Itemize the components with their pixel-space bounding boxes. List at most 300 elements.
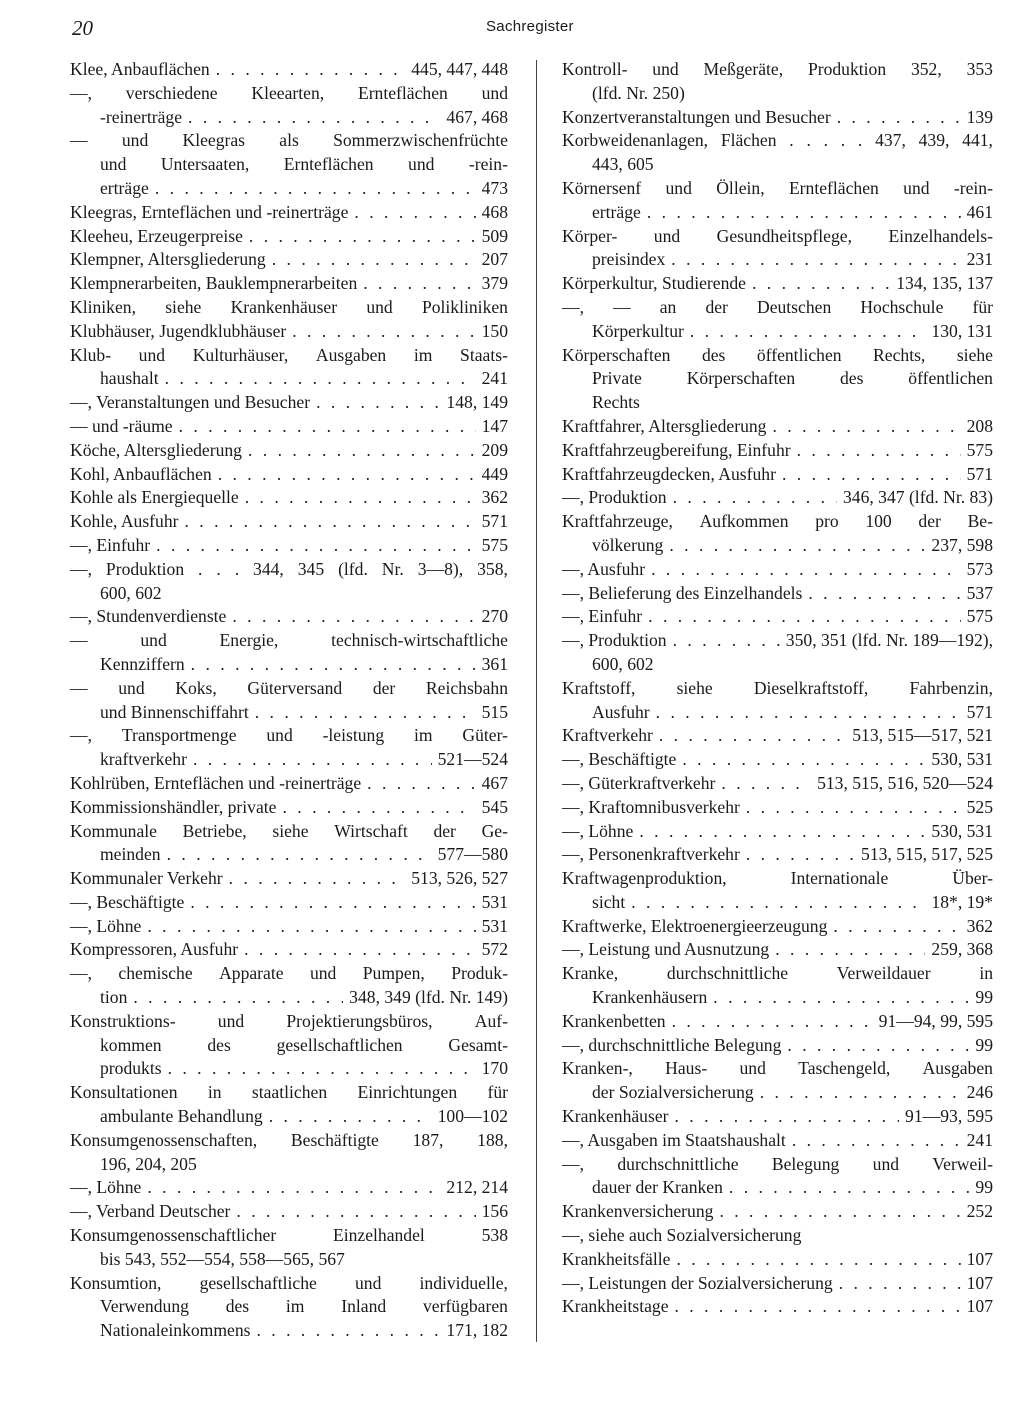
entry-term: Krankheitsfälle <box>562 1248 671 1269</box>
entry-word: -leistung <box>322 725 385 746</box>
index-entry-line <box>562 1010 993 1034</box>
entry-pages: 91—94, 99, 595 <box>878 1010 993 1031</box>
index-entry-line <box>70 1319 508 1343</box>
entry-word: durchschnittliche <box>617 1153 739 1174</box>
index-entry-line <box>562 1200 993 1224</box>
entry-pages: 509 <box>481 225 508 246</box>
entry-pages: 449 <box>481 463 508 484</box>
dot-leader <box>675 1295 961 1319</box>
index-entry-line <box>562 891 993 915</box>
entry-word: Ernteflächen <box>283 154 374 175</box>
entry-word: verfügbaren <box>422 1296 508 1317</box>
entry-word: technisch-wirtschaftliche <box>331 630 508 651</box>
entry-pages: 575 <box>966 439 993 460</box>
entry-word: Be- <box>967 511 993 532</box>
entry-word: siehe <box>676 677 713 698</box>
dot-leader <box>752 272 890 296</box>
index-entry-line <box>70 463 508 487</box>
index-entry-line <box>562 677 993 701</box>
entry-word: der <box>433 820 456 841</box>
entry-pages: 530, 531 <box>931 820 993 841</box>
entry-word: 344, <box>253 558 284 579</box>
entry-pages: 571 <box>966 701 993 722</box>
entry-pages: 513, 526, 527 <box>411 868 508 889</box>
index-entry-line <box>70 653 508 677</box>
dot-leader <box>229 867 406 891</box>
entry-pages: 99 <box>975 1034 993 1055</box>
entry-word: Verwendung <box>100 1296 189 1317</box>
entry-word: Aufkommen <box>699 511 789 532</box>
entry-word: Untersaaten, <box>160 154 250 175</box>
entry-pages: 467, 468 <box>446 106 508 127</box>
entry-text: 443, 605 <box>592 154 654 175</box>
entry-pages: 346, 347 (lfd. Nr. 83) <box>842 487 993 508</box>
entry-word: —, <box>70 725 92 746</box>
index-entry-line <box>562 653 993 677</box>
entry-pages: 467 <box>481 772 508 793</box>
entry-word: Kommunale <box>70 820 157 841</box>
index-entry-line <box>70 677 508 701</box>
entry-term: Kleegras, Ernteflächen und -reinerträge <box>70 201 349 222</box>
dot-leader <box>808 582 960 606</box>
entry-pages: 212, 214 <box>446 1177 508 1198</box>
index-entry-line <box>70 796 508 820</box>
dot-leader <box>648 605 960 629</box>
entry-term: Kennziffern <box>100 653 185 674</box>
entry-pages: 379 <box>481 273 508 294</box>
entry-term: der Sozialversicherung <box>592 1082 754 1103</box>
entry-term: Klempnerarbeiten, Bauklempnerarbeiten <box>70 273 358 294</box>
index-entry-line <box>70 344 508 368</box>
entry-word: Körperschaften <box>686 368 796 389</box>
dot-leader <box>257 1319 441 1343</box>
dot-leader <box>147 1176 440 1200</box>
dot-leader <box>133 986 343 1010</box>
entry-word: 439, <box>918 130 950 151</box>
entry-term: — und -räume <box>70 415 173 436</box>
dot-leader <box>282 796 475 820</box>
dot-leader <box>656 701 961 725</box>
index-entry-line <box>562 248 993 272</box>
entry-word: Energie, <box>219 630 279 651</box>
entry-word: siehe <box>956 344 993 365</box>
entry-pages: 252 <box>966 1201 993 1222</box>
entry-word: Produk- <box>451 963 508 984</box>
entry-term: —, Einfuhr <box>70 534 151 555</box>
entry-pages: 237, 598 <box>931 534 993 555</box>
dot-leader <box>232 605 475 629</box>
entry-word: Hochschule <box>860 296 944 317</box>
index-entry-line <box>562 1057 993 1081</box>
index-entry-line <box>562 605 993 629</box>
entry-word: Güterversand <box>247 677 343 698</box>
entry-term: Klubhäuser, Jugendklubhäuser <box>70 320 287 341</box>
index-entry-line <box>70 272 508 296</box>
entry-word: 353 <box>966 59 993 79</box>
dot-leader <box>833 915 960 939</box>
entry-word: Pumpen, <box>362 963 425 984</box>
entry-word: — <box>70 630 88 651</box>
entry-term: meinden <box>100 844 161 865</box>
entry-word: Apparate <box>219 963 284 984</box>
index-entry-line <box>562 1224 993 1248</box>
entry-word: und <box>652 59 679 79</box>
index-entry-line <box>562 439 993 463</box>
index-entry-line <box>70 1176 508 1200</box>
dot-leader <box>729 1176 970 1200</box>
entry-word: Koks, <box>175 677 217 698</box>
entry-word: Körnersenf <box>562 177 642 198</box>
index-entry-line <box>70 1153 508 1177</box>
entry-word: als <box>279 130 299 151</box>
entry-word: Deutschen <box>756 296 832 317</box>
dot-leader <box>673 629 780 653</box>
entry-pages: 525 <box>966 796 993 817</box>
entry-text: —, siehe auch Sozialversicherung <box>562 1225 802 1246</box>
entry-pages: 18*, 19* <box>931 891 993 912</box>
column-divider <box>536 60 537 1342</box>
dot-leader <box>659 724 846 748</box>
entry-pages: 147 <box>481 415 508 436</box>
entry-word: und <box>217 1010 245 1031</box>
entry-word: und <box>138 344 166 365</box>
index-entry-line <box>70 82 508 106</box>
dot-leader <box>216 58 406 82</box>
entry-word: Konsumgenossenschaften, <box>70 1129 258 1150</box>
entry-term: ambulante Behandlung <box>100 1106 263 1127</box>
entry-pages: 461 <box>966 201 993 222</box>
entry-pages: 91—93, 595 <box>905 1106 993 1127</box>
entry-pages: 107 <box>966 1248 993 1269</box>
index-entry-line <box>70 439 508 463</box>
entry-word: Ernteflächen <box>788 177 879 198</box>
index-entry-line <box>70 177 508 201</box>
entry-word: Internationale <box>790 868 889 889</box>
entry-word: staatlichen <box>251 1082 328 1103</box>
dot-leader <box>672 1010 873 1034</box>
entry-word: Taschengeld, <box>798 1058 891 1079</box>
entry-word: für <box>972 296 993 317</box>
index-entry-line <box>70 296 508 320</box>
index-entry-line <box>70 938 508 962</box>
entry-pages: 139 <box>966 106 993 127</box>
entry-pages: 573 <box>966 558 993 579</box>
entry-word: Fahrbenzin, <box>909 677 993 698</box>
entry-word: Kraftstoff, <box>562 677 636 698</box>
entry-term: Krankenhäusern <box>592 987 708 1008</box>
index-entry-line <box>562 701 993 725</box>
entry-word: Haus- <box>665 1058 708 1079</box>
index-entry-line <box>562 1176 993 1200</box>
entry-word: an <box>659 296 677 317</box>
index-entry-line <box>562 962 993 986</box>
entry-word: 358, <box>477 558 508 579</box>
dot-leader <box>156 534 475 558</box>
entry-pages: 350, 351 (lfd. Nr. 189—192), <box>785 630 993 651</box>
entry-term: erträge <box>592 201 641 222</box>
entry-word: Öllein, <box>716 177 765 198</box>
index-entry-line <box>70 1105 508 1129</box>
entry-word: des <box>225 1296 250 1317</box>
index-entry-line <box>70 558 508 582</box>
entry-word: —, <box>70 963 92 984</box>
entry-word: und <box>653 225 681 246</box>
entry-term: Kraftwerke, Elektroenergieerzeugung <box>562 915 828 936</box>
entry-pages: 572 <box>481 939 508 960</box>
entry-word: gesellschaftlichen <box>276 1034 403 1055</box>
index-entry-line <box>70 415 508 439</box>
entry-term: —, Stundenverdienste <box>70 606 227 627</box>
dot-leader <box>167 843 432 867</box>
entry-term: produkts <box>100 1058 162 1079</box>
entry-term: —, Beschäftigte <box>70 891 185 912</box>
entry-word: und <box>872 1153 900 1174</box>
entry-word: des <box>701 344 726 365</box>
dot-leader <box>367 772 475 796</box>
entry-pages: 99 <box>975 987 993 1008</box>
dot-leader <box>719 1200 960 1224</box>
entry-word: 100 <box>865 511 892 532</box>
entry-word: Einzelhandel <box>332 1225 425 1246</box>
entry-word: chemische <box>118 963 193 984</box>
entry-word: in <box>979 963 993 984</box>
dot-leader <box>316 391 440 415</box>
entry-word: — <box>70 677 88 698</box>
dot-leader <box>746 843 855 867</box>
entry-pages: 513, 515, 516, 520—524 <box>817 772 993 793</box>
entry-word: Produktion <box>105 558 185 579</box>
index-entry-line <box>70 153 508 177</box>
entry-term: Kleeheu, Erzeugerpreise <box>70 225 243 246</box>
entry-word: . <box>840 130 846 151</box>
index-entry-line <box>562 1129 993 1153</box>
index-entry-line <box>70 534 508 558</box>
entry-term: Kommissionshändler, private <box>70 796 277 817</box>
dot-leader <box>721 772 811 796</box>
entry-term: Kompressoren, Ausfuhr <box>70 939 239 960</box>
entry-word: und <box>121 130 149 151</box>
entry-term: —, Löhne <box>562 820 634 841</box>
entry-word: und <box>266 725 293 746</box>
entry-term: Ausfuhr <box>592 701 650 722</box>
entry-pages: 259, 368 <box>931 939 993 960</box>
dot-leader <box>631 891 925 915</box>
entry-word: Auf- <box>474 1010 508 1031</box>
entry-text: 600, 602 <box>592 653 654 674</box>
entry-pages: 156 <box>481 1201 508 1222</box>
entry-term: Kraftfahrer, Altersgliederung <box>562 415 767 436</box>
index-entry-line <box>562 177 993 201</box>
dot-leader <box>775 938 925 962</box>
entry-word: —, <box>70 82 92 103</box>
dot-leader <box>155 177 476 201</box>
entry-word: im <box>413 344 433 365</box>
index-entry-line <box>70 129 508 153</box>
entry-term: Kohlrüben, Ernteflächen und -reinerträge <box>70 772 362 793</box>
entry-word: Belegung <box>771 1153 840 1174</box>
dot-leader <box>354 201 475 225</box>
dot-leader <box>772 415 960 439</box>
entry-word: des <box>839 368 864 389</box>
entry-pages: 148, 149 <box>446 392 508 413</box>
index-entry-line <box>562 748 993 772</box>
dot-leader <box>682 748 925 772</box>
entry-term: Kohl, Anbauflächen <box>70 463 212 484</box>
entry-word: Inland <box>341 1296 387 1317</box>
index-entry-line <box>562 272 993 296</box>
entry-word: -rein- <box>468 154 508 175</box>
index-column-right <box>562 58 993 1319</box>
entry-word: 3—8), <box>417 558 464 579</box>
entry-word: . <box>234 558 240 579</box>
entry-word: Konsumgenossenschaftlicher <box>70 1225 277 1246</box>
entry-word: und <box>140 630 167 651</box>
entry-text: Rechts <box>592 392 640 413</box>
entry-term: Kraftverkehr <box>562 725 653 746</box>
entry-word: individuelle, <box>419 1272 508 1293</box>
index-entry-line <box>562 1272 993 1296</box>
entry-term: —, Veranstaltungen und Besucher <box>70 392 311 413</box>
entry-pages: 537 <box>966 582 993 603</box>
running-head: Sachregister <box>486 18 574 35</box>
entry-word: und <box>408 154 435 175</box>
index-entry-line <box>70 510 508 534</box>
index-entry-line <box>70 367 508 391</box>
index-entry-line <box>70 248 508 272</box>
entry-term: —, Beschäftigte <box>562 749 677 770</box>
index-entry-line <box>562 367 993 391</box>
entry-word: Korbweidenanlagen, <box>562 130 709 151</box>
entry-word: Ausgaben <box>922 1058 993 1079</box>
entry-pages: 107 <box>966 1296 993 1317</box>
entry-text: (lfd. Nr. 250) <box>592 82 685 103</box>
entry-word: Einzelhandels- <box>888 225 993 246</box>
entry-pages: 134, 135, 137 <box>896 273 993 294</box>
entry-term: -reinerträge <box>100 106 183 127</box>
index-entry-line <box>562 915 993 939</box>
dot-leader <box>218 463 476 487</box>
index-entry-line <box>562 1081 993 1105</box>
entry-word: Ernteflächen <box>357 82 448 103</box>
dot-leader <box>792 1129 961 1153</box>
index-entry-line <box>562 629 993 653</box>
entry-word: der <box>918 511 941 532</box>
entry-term: und Binnenschiffahrt <box>100 701 249 722</box>
entry-pages: 348, 349 (lfd. Nr. 149) <box>349 987 508 1008</box>
entry-term: Körperkultur, Studierende <box>562 273 746 294</box>
dot-leader <box>236 1200 475 1224</box>
entry-word: . <box>198 558 203 579</box>
entry-word: . <box>857 130 863 151</box>
entry-word: Kleearten, <box>251 82 325 103</box>
dot-leader <box>363 272 475 296</box>
index-entry-line <box>562 772 993 796</box>
entry-term: Kohle, Ausfuhr <box>70 511 179 532</box>
entry-term: —, Leistung und Ausnutzung <box>562 939 770 960</box>
index-entry-line <box>562 558 993 582</box>
dot-leader <box>647 201 961 225</box>
entry-word: Gesundheitspflege, <box>716 225 852 246</box>
index-entry-line <box>70 605 508 629</box>
dot-leader <box>193 748 432 772</box>
index-entry-line <box>70 106 508 130</box>
dot-leader <box>669 534 925 558</box>
entry-word: —, <box>562 296 584 317</box>
index-column-left <box>70 58 508 1343</box>
entry-text: bis 543, 552—554, 558—565, 567 <box>100 1248 345 1269</box>
entry-word: Körperschaften <box>562 344 671 365</box>
index-entry-line <box>70 1200 508 1224</box>
entry-term: —, Produktion <box>562 630 667 651</box>
entry-word: Verweil- <box>932 1153 993 1174</box>
index-entry-line <box>70 1295 508 1319</box>
entry-word: — <box>613 296 631 317</box>
entry-word: —, <box>562 1153 584 1174</box>
entry-term: —, Kraftomnibusverkehr <box>562 796 740 817</box>
entry-pages: 100—102 <box>437 1106 508 1127</box>
entry-word: 188, <box>477 1129 508 1150</box>
entry-pages: 209 <box>481 439 508 460</box>
entry-word: Betriebe, <box>182 820 247 841</box>
entry-term: —, Einfuhr <box>562 606 643 627</box>
entry-word: Ge- <box>481 820 508 841</box>
entry-pages: 246 <box>966 1082 993 1103</box>
entry-term: Krankenhäuser <box>562 1106 669 1127</box>
index-entry-line <box>562 1153 993 1177</box>
entry-word: Ausgaben <box>315 344 387 365</box>
entry-pages: 99 <box>975 1177 993 1198</box>
entry-pages: 231 <box>966 249 993 270</box>
entry-word: und <box>309 963 337 984</box>
entry-term: völkerung <box>592 534 664 555</box>
index-entry-line <box>562 106 993 130</box>
entry-word: gesellschaftliche <box>199 1272 317 1293</box>
entry-word: in <box>207 1082 222 1103</box>
entry-word: des <box>207 1034 231 1055</box>
dot-leader <box>249 225 476 249</box>
entry-word: und <box>118 677 145 698</box>
entry-word: Kraftwagenproduktion, <box>562 868 727 889</box>
entry-word: 441, <box>962 130 993 151</box>
entry-term: sicht <box>592 891 626 912</box>
dot-leader <box>676 1248 960 1272</box>
dot-leader <box>782 463 961 487</box>
entry-pages: 361 <box>481 653 508 674</box>
entry-term: dauer der Kranken <box>592 1177 723 1198</box>
entry-term: Kraftfahrzeugdecken, Ausfuhr <box>562 463 776 484</box>
entry-term: Kraftfahrzeugbereifung, Einfuhr <box>562 439 791 460</box>
entry-word: Verweildauer <box>836 963 931 984</box>
dot-leader <box>184 510 475 534</box>
entry-term: —, durchschnittliche Belegung <box>562 1034 782 1055</box>
dot-leader <box>188 106 440 130</box>
dot-leader <box>787 1034 969 1058</box>
dot-leader <box>651 558 961 582</box>
entry-word: Krankenhäuser <box>230 296 338 317</box>
dot-leader <box>639 820 925 844</box>
entry-word: der <box>705 296 728 317</box>
entry-word: (lfd. <box>338 558 368 579</box>
entry-pages: 270 <box>481 606 508 627</box>
entry-word: Kranken-, <box>562 1058 633 1079</box>
entry-word: im <box>285 1296 305 1317</box>
entry-word: Konsumtion, <box>70 1272 162 1293</box>
entry-pages: 571 <box>966 463 993 484</box>
index-entry-line <box>562 225 993 249</box>
entry-term: —, Ausfuhr <box>562 558 646 579</box>
dot-leader <box>839 1272 961 1296</box>
index-entry-line <box>562 58 993 82</box>
